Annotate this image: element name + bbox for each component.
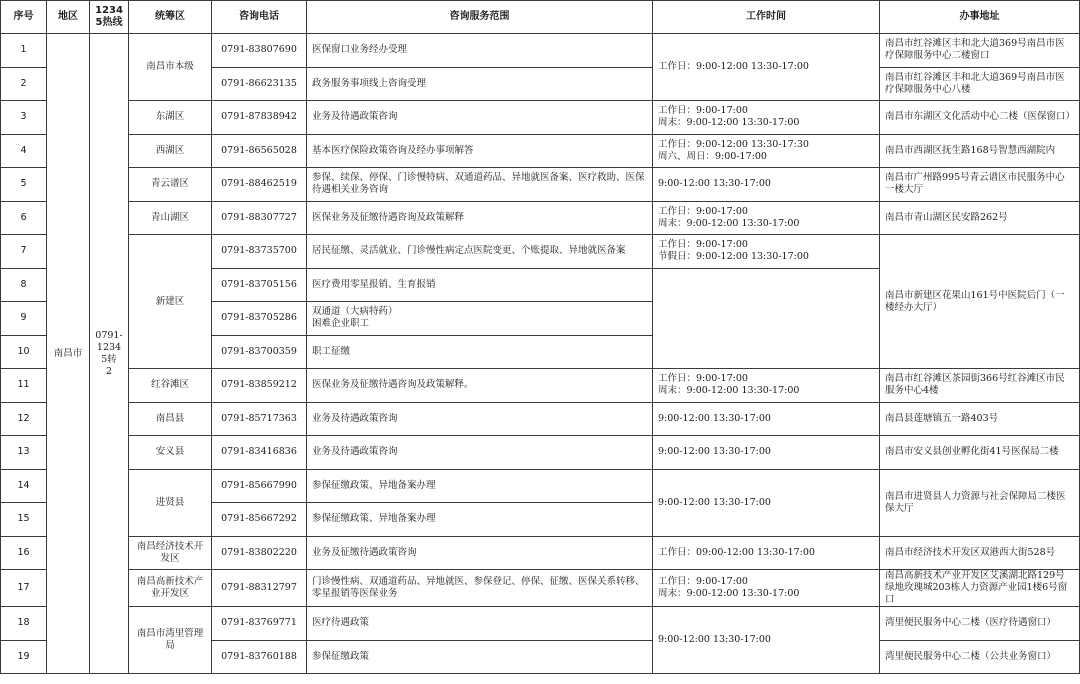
address-cell: 南昌县莲塘镇五一路403号 [880,402,1080,436]
scope-cell: 居民征缴、灵活就业、门诊慢性病定点医院变更、个账提取、异地就医备案 [307,235,653,269]
address-cell: 湾里便民服务中心二楼（公共业务窗口） [880,640,1080,674]
row-index: 6 [1,201,47,235]
header-row [1,1,1080,34]
hours-cell: 工作日：09:00-12:00 13:30-17:00 [653,536,880,570]
scope-cell: 参保征缴政策、异地备案办理 [307,503,653,537]
row-index: 19 [1,640,47,674]
scope-cell: 门诊慢性病、双通道药品、异地就医、参保登记、停保、征缴、医保关系转移、零星报销等医保业务 [307,570,653,607]
phone-cell: 0791-88462519 [212,168,307,202]
phone-cell: 0791-83769771 [212,607,307,641]
scope-cell: 双通道（大病特药） 困难企业职工 [307,302,653,336]
phone-cell: 0791-83735700 [212,235,307,269]
row-index: 9 [1,302,47,336]
address-cell: 南昌市安义县创业孵化街41号医保局二楼 [880,436,1080,470]
row-index: 4 [1,134,47,168]
scope-cell: 医疗费用零星报销、生育报销 [307,268,653,302]
hours-cell: 9:00-12:00 13:30-17:00 [653,436,880,470]
hours-cell: 9:00-12:00 13:30-17:00 [653,607,880,674]
row-index: 2 [1,67,47,101]
row-index: 14 [1,469,47,503]
district-cell: 红谷滩区 [129,369,212,403]
hours-cell: 工作日：9:00-17:00 周末：9:00-12:00 13:30-17:00 [653,570,880,607]
col-scope-header: 咨询服务范围 [307,1,653,34]
col-hours-header: 工作时间 [653,1,880,34]
row-index: 8 [1,268,47,302]
district-cell: 南昌市湾里管理局 [129,607,212,674]
scope-cell: 业务及待遇政策咨询 [307,436,653,470]
hours-cell [653,268,880,369]
district-cell: 东湖区 [129,101,212,135]
phone-cell: 0791-83760188 [212,640,307,674]
table-row [1,34,1080,68]
hours-cell: 9:00-12:00 13:30-17:00 [653,469,880,536]
row-index: 15 [1,503,47,537]
phone-cell: 0791-83802220 [212,536,307,570]
address-cell: 南昌市广州路995号青云谱区市民服务中心一楼大厅 [880,168,1080,202]
table-row [1,235,1080,269]
scope-cell: 医疗待遇政策 [307,607,653,641]
col-hotline-header: 12345热线 [90,1,129,34]
address-cell: 南昌市青山湖区民安路262号 [880,201,1080,235]
phone-cell: 0791-83859212 [212,369,307,403]
table-row [1,369,1080,403]
table-row [1,134,1080,168]
col-region-header: 地区 [47,1,90,34]
scope-cell: 政务服务事项线上咨询受理 [307,67,653,101]
phone-cell: 0791-86623135 [212,67,307,101]
table-row [1,168,1080,202]
phone-cell: 0791-88312797 [212,570,307,607]
address-cell: 南昌市西湖区抚生路168号智慧西湖院内 [880,134,1080,168]
district-cell: 新建区 [129,235,212,369]
row-index: 1 [1,34,47,68]
scope-cell: 医保业务及征缴待遇咨询及政策解释。 [307,369,653,403]
scope-cell: 基本医疗保险政策咨询及经办事项解答 [307,134,653,168]
district-cell: 青山湖区 [129,201,212,235]
row-index: 18 [1,607,47,641]
scope-cell: 医保业务及征缴待遇咨询及政策解释 [307,201,653,235]
col-district-header: 统筹区 [129,1,212,34]
scope-cell: 参保、续保、停保、门诊慢特病、双通道药品、异地就医备案、医疗救助、医保待遇相关业务咨询 [307,168,653,202]
hours-cell: 工作日：9:00-17:00 周末：9:00-12:00 13:30-17:00 [653,369,880,403]
district-cell: 南昌经济技术开发区 [129,536,212,570]
table-row [1,570,1080,607]
phone-cell: 0791-85717363 [212,402,307,436]
district-cell: 南昌市本级 [129,34,212,101]
col-index-header: 序号 [1,1,47,34]
col-phone-header: 咨询电话 [212,1,307,34]
table-row [1,536,1080,570]
scope-cell: 职工征缴 [307,335,653,369]
hours-cell: 工作日：9:00-17:00 周末：9:00-12:00 13:30-17:00 [653,201,880,235]
row-index: 16 [1,536,47,570]
phone-cell: 0791-86565028 [212,134,307,168]
hours-cell: 工作日：9:00-12:00 13:30-17:00 [653,34,880,101]
hours-cell: 工作日：9:00-17:00 节假日：9:00-12:00 13:30-17:00 [653,235,880,269]
district-cell: 安义县 [129,436,212,470]
hours-cell: 9:00-12:00 13:30-17:00 [653,168,880,202]
scope-cell: 医保窗口业务经办受理 [307,34,653,68]
hours-cell: 工作日：9:00-12:00 13:30-17:30 周六、周日：9:00-17:00 [653,134,880,168]
row-index: 3 [1,101,47,135]
address-cell: 湾里便民服务中心二楼（医疗待遇窗口） [880,607,1080,641]
phone-cell: 0791-83700359 [212,335,307,369]
table-row [1,607,1080,641]
address-cell: 南昌市红谷滩区茶园街366号红谷滩区市民服务中心4楼 [880,369,1080,403]
table-row [1,101,1080,135]
phone-cell: 0791-83705286 [212,302,307,336]
address-cell: 南昌高新技术产业开发区艾溪湖北路129号绿地玫瑰城203栋人力资源产业园1楼6号窗口 [880,570,1080,607]
row-index: 17 [1,570,47,607]
district-cell: 南昌高新技术产业开发区 [129,570,212,607]
row-index: 10 [1,335,47,369]
phone-cell: 0791-85667990 [212,469,307,503]
scope-cell: 参保征缴政策、异地备案办理 [307,469,653,503]
table-row [1,436,1080,470]
row-index: 5 [1,168,47,202]
table-row [1,201,1080,235]
phone-cell: 0791-83705156 [212,268,307,302]
district-cell: 青云谱区 [129,168,212,202]
district-cell: 西湖区 [129,134,212,168]
phone-cell: 0791-87838942 [212,101,307,135]
row-index: 11 [1,369,47,403]
row-index: 7 [1,235,47,269]
col-address-header: 办事地址 [880,1,1080,34]
district-cell: 南昌县 [129,402,212,436]
phone-cell: 0791-85667292 [212,503,307,537]
scope-cell: 业务及待遇政策咨询 [307,402,653,436]
address-cell: 南昌市红谷滩区丰和北大道369号南昌市医疗保障服务中心二楼窗口 [880,34,1080,68]
table-row [1,469,1080,503]
scope-cell: 业务及征缴待遇政策咨询 [307,536,653,570]
scope-cell: 业务及待遇政策咨询 [307,101,653,135]
region-cell: 南昌市 [47,34,90,674]
phone-cell: 0791-83807690 [212,34,307,68]
address-cell: 南昌市经济技术开发区双港西大街528号 [880,536,1080,570]
table-row [1,402,1080,436]
district-cell: 进贤县 [129,469,212,536]
phone-cell: 0791-83416836 [212,436,307,470]
hours-cell: 工作日：9:00-17:00 周末：9:00-12:00 13:30-17:00 [653,101,880,135]
address-cell: 南昌市红谷滩区丰和北大道369号南昌市医疗保障服务中心八楼 [880,67,1080,101]
row-index: 13 [1,436,47,470]
address-cell: 南昌市新建区花果山161号中医院后门（一楼经办大厅） [880,235,1080,369]
row-index: 12 [1,402,47,436]
address-cell: 南昌市进贤县人力资源与社会保障局二楼医保大厅 [880,469,1080,536]
address-cell: 南昌市东湖区文化活动中心二楼（医保窗口） [880,101,1080,135]
scope-cell: 参保征缴政策 [307,640,653,674]
hotline-cell: 0791- 12345转 2 [90,34,129,674]
hours-cell: 9:00-12:00 13:30-17:00 [653,402,880,436]
phone-cell: 0791-88307727 [212,201,307,235]
